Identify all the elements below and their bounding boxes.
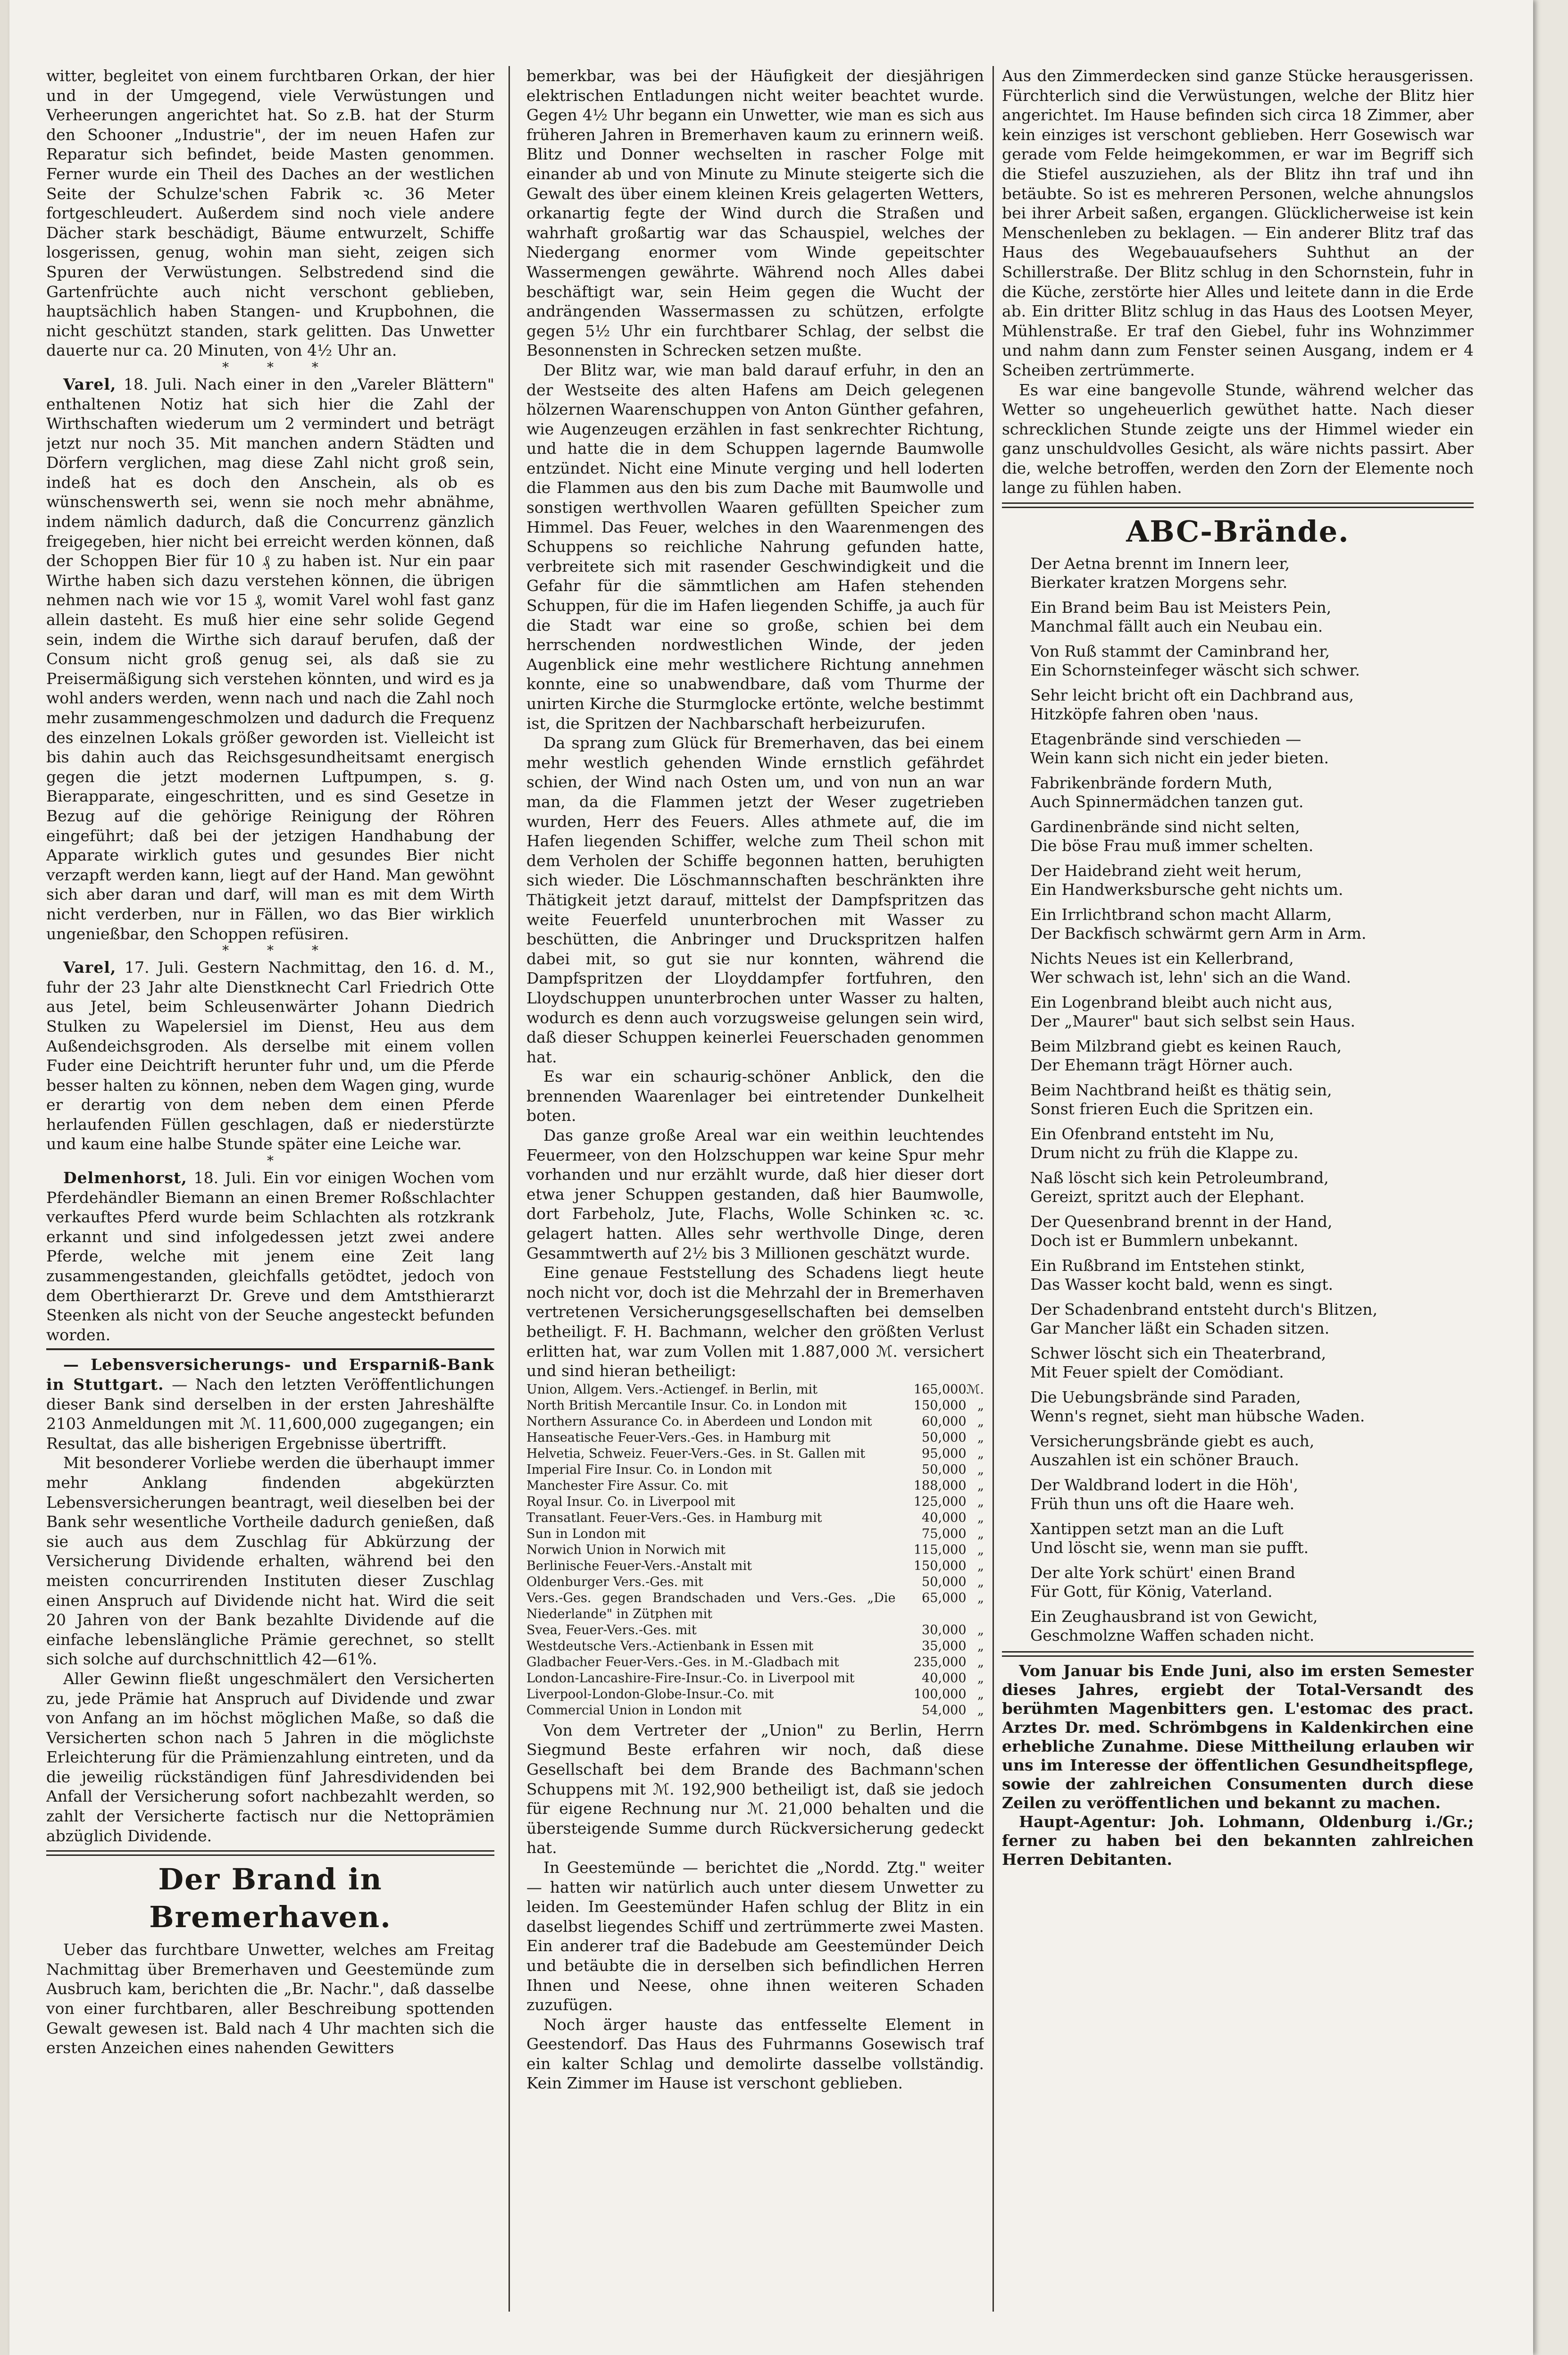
insurer-amount: 235,000 [913, 1654, 967, 1670]
brand-paragraph-4: Es war ein schaurig-schöner Anblick, den die brennenden Waarenlager bei eintretender Dunkelheit boten. [526, 1067, 984, 1125]
poem-stanza [1002, 1476, 1474, 1513]
insurer-row [526, 1590, 984, 1622]
poem-line: Wenn's regnet, sieht man hübsche Waden. [1030, 1407, 1365, 1426]
separator-stars: * * * [222, 359, 335, 375]
insurer-amount: 35,000 [922, 1638, 967, 1654]
varel-article-2 [46, 958, 494, 1154]
poem-stanza [1002, 1607, 1474, 1645]
insurer-amount: 30,000 [922, 1622, 967, 1637]
insurer-unit: „ [977, 1414, 984, 1429]
brand-paragraph-3: Da sprang zum Glück für Bremerhaven, das bei einem mehr westlich gehenden Winde ernstlich gefährdet schien, der Wind nach Osten um, und von nun an war man, da die Flammen jetzt der Weser zugetrieben wurden, Herr des Feuers. Alles athmete auf, die im Hafen liegenden Schiffer, welche zum Theil schon mit dem Verholen der Schiffe begonnen hatten, beruhigten sich wieder. Die Löschmannschaften beschränkten ihre Thätigkeit jetzt darauf, mittelst der Dampfspritzen das weite Feuerfeld ununterbrochen mit Wasser zu beschütten, die Anbringer und Druckspritzen halfen dabei mit, so gut sie nur konnten, während die Dampfspritzen der Lloyddampfer fortfuhren, den Lloydschuppen ununterbrochen unter Wasser zu halten, wodurch es denn auch vorzugsweise gelungen sein wird, daß dieser Schuppen keinerlei Feuerschaden genommen hat. [526, 734, 984, 1066]
poem-line: Ein Brand beim Bau ist Meisters Pein, [1030, 598, 1332, 617]
insurer-row [526, 1638, 984, 1654]
insurer-row [526, 1478, 984, 1494]
abc-brande-title: ABC-Brände. [1126, 514, 1350, 549]
page-edge [0, 0, 9, 2355]
insurer-name: Svea, Feuer-Vers.-Ges. mit [526, 1622, 697, 1637]
insurer-amount: 60,000 [922, 1414, 967, 1429]
poem-line: Etagenbrände sind verschieden — [1030, 730, 1301, 749]
insurer-amount: 50,000 [922, 1430, 967, 1445]
brand-paragraph-6: Eine genaue Feststellung des Schadens liegt heute noch nicht vor, doch ist die Mehrzahl der in Bremerhaven vertretenen Versicherungsgesellschaften bei demselben betheiligt. F. H. Bachmann, welcher den größten Verlust erlitten hat, war zum Vollen mit 1.887,000 ℳ. versichert und sind hieran betheiligt: [526, 1263, 984, 1380]
insurer-row [526, 1414, 984, 1430]
poem-line: Der Haidebrand zieht weit herum, [1030, 861, 1302, 880]
poem-stanza [1002, 949, 1474, 987]
poem-line: Hitzköpfe fahren oben 'naus. [1030, 705, 1259, 724]
poem-stanza [1002, 598, 1474, 636]
insurer-row [526, 1462, 984, 1478]
insurer-unit: „ [977, 1703, 984, 1718]
poem-stanza [1002, 642, 1474, 680]
poem-line: Wein kann sich nicht ein jeder bieten. [1030, 749, 1329, 768]
ad-paragraph: Vom Januar bis Ende Juni, also im ersten Semester dieses Jahres, ergiebt der Total-Versandt des berühmten Magenbitters gen. L'estomac des pract. Arztes Dr. med. Schrömbgens in Kaldenkirchen eine erhebliche Zunahme. Diese Mittheilung erlauben wir uns im Interesse der öffentlichen Gesundheitspflege, sowie der zahlreichen Consumenten durch diese Zeilen zu veröffentlichen und bekannt zu machen. [1002, 1662, 1474, 1812]
insurer-amount: 65,000 [922, 1590, 967, 1605]
poem-line: Die böse Frau muß immer schelten. [1030, 836, 1314, 855]
insurer-name: Oldenburger Vers.-Ges. mit [526, 1574, 703, 1589]
insurer-unit: „ [977, 1622, 984, 1637]
insurer-unit: „ [977, 1494, 984, 1509]
poem-line: Ein Handwerksbursche geht nichts um. [1030, 880, 1343, 899]
insurer-amount: 75,000 [922, 1526, 967, 1541]
insurer-name: Vers.-Ges. gegen Brandschaden und Vers.-Ges. „Die Niederlande" in Zütphen mit [526, 1590, 896, 1621]
poem-line: Gardinenbrände sind nicht selten, [1030, 818, 1300, 836]
poem-line: Nichts Neues ist ein Kellerbrand, [1030, 949, 1294, 968]
insurer-row [526, 1687, 984, 1703]
poem-stanza [1002, 1256, 1474, 1294]
column-1 [46, 66, 494, 2321]
poem-line: Auszahlen ist ein schöner Brauch. [1030, 1451, 1299, 1470]
poem-stanza [1002, 730, 1474, 768]
insurer-row [526, 1382, 984, 1398]
insurers-table [526, 1382, 984, 1719]
article-body: 18. Juli. Nach einer in den „Vareler Blättern" enthaltenen Notiz hat sich hier die Zahl der Wirthschaften wiederum um 2 vermindert und beträgt jetzt nur noch 35. Mit manchen andern Städten und Dörfern verglichen, mag diese Zahl nicht groß sein, indeß hat es doch den Anschein, als ob es wünschenswerth sei, wenn sie noch mehr abnähme, indem nämlich dadurch, daß die Concurrenz gänzlich freigegeben, hier nicht bei erreicht werden können, daß der Schoppen Bier für 10 ₰ zu haben ist. Nur ein paar Wirthe haben sich dazu verstehen können, die übrigen nehmen nach wie vor 15 ₰, womit Varel wohl fast ganz allein dasteht. Es muß hier eine sehr solide Gegend sein, indem die Wirthe sich darauf berufen, daß der Consum nicht groß genug sei, als daß sie zu Preisermäßigung sich verstehen könnten, und wird es ja wohl anders werden, wenn nach und nach die Zahl noch mehr zusammengeschmolzen und dadurch die Frequenz des einzelnen Lokals größer geworden ist. Vielleicht ist bis dahin auch das Reichsgesundheitsamt energisch gegen die jetzt modernen Luftpumpen, s. g. Bierapparate, eingeschritten, und es sind Gesetze in Bezug auf die gehörige Reinigung der Röhren eingeführt; daß bei der jetzigen Handhabung der Apparate wirklich gutes und gesundes Bier nicht verzapft werden kann, liegt auf der Hand. Man gewöhnt sich aber daran und darf, will man es mit dem Wirth nicht verderben, nur in Fällen, wo das Bier wirklich ungenießbar, den Schoppen refüsiren. [46, 375, 494, 943]
brand-paragraph-continued: Aus den Zimmerdecken sind ganze Stücke herausgerissen. Fürchterlich sind die Verwüstungen, welche der Blitz hier angerichtet. Im Hause befinden sich circa 18 Zimmer, aber kein einziges ist verschont geblieben. Herr Gosewisch war gerade vom Felde heimgekommen, er war im Begriff sich die Stiefel auszuziehen, als der Blitz ihn traf und ihn betäubte. So ist es mehreren Personen, welche ahnungslos bei ihrer Arbeit saßen, ergangen. Glücklicherweise ist kein Menschenleben zu beklagen. — Ein anderer Blitz traf das Haus des Wegebauaufsehers Suhthut an der Schillerstraße. Der Blitz schlug in den Schornstein, fuhr in die Küche, zerstörte hier Alles und leitete dann in die Erde ab. Ein dritter Blitz schlug in das Haus des Lootsen Meyer, Mühlenstraße. Er traf den Giebel, fuhr ins Wohnzimmer und nahm dann zum Fenster seinen Ausgang, indem er 4 Scheiben zertrümmerte. [1002, 67, 1474, 379]
delmenhorst-article [46, 1168, 494, 1345]
column-rule [993, 66, 994, 2312]
insurer-row [526, 1398, 984, 1414]
poem-stanza [1002, 686, 1474, 724]
brand-paragraph-2: Der Blitz war, wie man bald darauf erfuhr, in den an der Westseite des alten Hafens am Deich gelegenen hölzernen Waarenschuppen von Anton Günther gefahren, wie Augenzeugen erzählen in fast senkrechter Richtung, und hatte die in dem Schuppen lagernde Baumwolle entzündet. Nicht eine Minute verging und hell loderten die Flammen aus den bis zum Dache mit Baumwolle und sonstigen werthvollen Waaren gefüllten Speicher zum Himmel. Das Feuer, welches in den Waarenmengen des Schuppens so reichliche Nahrung gefunden hatte, verbreitete sich mit rasender Geschwindigkeit und die Gefahr für die sämmtlichen am Hafen stehenden Schuppen, für die im Hafen liegenden Schiffe, ja auch für die Stadt war eine so große, schien bei dem herrschenden nordwestlichen Winde, der jeden Augenblick eine mehr westlichere Richtung annehmen konnte, eine so unabwendbare, daß vom Thurme der unirten Kirche die Sturmglocke ertönte, welche bestimmt ist, die Spritzen der Nachbarschaft herbeizurufen. [526, 360, 984, 733]
poem-line: Ein Ofenbrand entsteht im Nu, [1030, 1125, 1275, 1144]
poem-stanza [1002, 1344, 1474, 1382]
insurer-name: Sun in London mit [526, 1526, 646, 1541]
brand-closing-paragraph: Es war eine bangevolle Stunde, während welcher das Wetter so ungeheuerlich gewüthet hatte. Nach dieser schrecklichen Stunde zeigte uns der Himmel wieder ein ganz unschuldvolles Gesicht, als wäre nichts passirt. Aber die, welche betroffen, werden den Zorn der Elemente noch lange zu fühlen haben. [1002, 380, 1474, 497]
poem-line: Das Wasser kocht bald, wenn es singt. [1030, 1275, 1334, 1294]
dateline: Varel, [63, 375, 117, 393]
poem-line: Gereizt, spritzt auch der Elephant. [1030, 1187, 1305, 1206]
insurer-amount: 150,000 [913, 1558, 967, 1573]
bank-article [46, 1355, 494, 1453]
poem-line: Bierkater kratzen Morgens sehr. [1030, 573, 1288, 592]
insurer-amount: 165,000 [913, 1382, 967, 1397]
poem-line: Geschmolzne Waffen schaden nicht. [1030, 1626, 1315, 1645]
insurer-unit: „ [977, 1638, 984, 1654]
separator-stars: * [267, 1153, 291, 1169]
poem-line: Auch Spinnermädchen tanzen gut. [1030, 793, 1304, 811]
dateline: Varel, [63, 958, 117, 977]
poem-stanza [1002, 905, 1474, 943]
insurer-name: Hanseatische Feuer-Vers.-Ges. in Hamburg mit [526, 1430, 831, 1445]
bank-heading: — Lebensversicherungs- und Ersparniß-Bank in Stuttgart. [46, 1355, 494, 1394]
insurer-row [526, 1574, 984, 1590]
insurer-unit: „ [977, 1478, 984, 1493]
insurer-name: Commercial Union in London mit [526, 1703, 742, 1718]
dateline: Delmenhorst, [63, 1169, 187, 1187]
poem-line: Früh thun uns oft die Haare weh. [1030, 1495, 1295, 1513]
insurer-unit: „ [977, 1430, 984, 1445]
brand-paragraph-9: Noch ärger hauste das entfesselte Element in Geestendorf. Das Haus des Fuhrmanns Gosewisch traf ein kalter Schlag und demolirte dasselbe vollständig. Kein Zimmer im Hause ist verschont geblieben. [526, 2015, 984, 2093]
poem-stanza [1002, 1432, 1474, 1470]
insurer-unit: „ [977, 1542, 984, 1557]
poem-stanza [1002, 554, 1474, 592]
poem-line: Der Aetna brennt im Innern leer, [1030, 554, 1290, 573]
insurer-unit: „ [977, 1687, 984, 1702]
insurer-amount: 95,000 [922, 1446, 967, 1461]
poem-stanza [1002, 1563, 1474, 1601]
poem-stanza [1002, 861, 1474, 899]
insurer-row [526, 1430, 984, 1446]
article-body: 17. Juli. Gestern Nachmittag, den 16. d. M., fuhr der 23 Jahr alte Dienstknecht Carl Friedrich Otte aus Jetel, beim Schleusenwärter Johann Diedrich Stulken zu Wapelersiel im Dienst, Heu aus dem Außendeichsgroden. Als derselbe mit einem vollen Fuder eine Deichtrift herunter fuhr und, um die Pferde besser halten zu können, neben dem Wagen ging, wurde er derartig von dem neben dem einen Pferde herlaufenden Füllen geschlagen, daß er niederstürzte und kaum eine halbe Stunde später eine Leiche war. [46, 958, 494, 1153]
brand-paragraph-1: Ueber das furchtbare Unwetter, welches am Freitag Nachmittag über Bremerhaven und Geestemünde zum Ausbruch kam, berichten die „Br. Nachr.", daß dasselbe von einer furchtbaren, aller Beschreibung spottenden Gewalt gewesen ist. Bald nach 4 Uhr machten sich die ersten Anzeichen eines nahenden Gewitters [46, 1940, 494, 2057]
poem-line: Der Backfisch schwärmt gern Arm in Arm. [1030, 924, 1367, 943]
poem-line: Sonst frieren Euch die Spritzen ein. [1030, 1100, 1314, 1119]
brand-paragraph-5: Das ganze große Areal war ein weithin leuchtendes Feuermeer, von den Holzschuppen war keine Spur mehr vorhanden und nur erzählt wurde, daß hier dieser dort etwa jener Schuppen gestanden, daß hier Baumwolle, dort Farbeholz, Jute, Flachs, Wolle Schinken ꝛc. ꝛc. gelagert hatten. Alles sehr werthvolle Dinge, deren Gesammtwerth auf 2½ bis 3 Millionen geschätzt wurde. [526, 1126, 984, 1262]
abc-poem [1002, 554, 1474, 1645]
advertisement-lestomac [1002, 1662, 1474, 1869]
insurer-row [526, 1494, 984, 1510]
insurer-name: Northern Assurance Co. in Aberdeen und London mit [526, 1414, 872, 1429]
poem-stanza [1002, 1169, 1474, 1206]
insurer-name: Manchester Fire Assur. Co. mit [526, 1478, 728, 1493]
poem-line: Für Gott, für König, Vaterland. [1030, 1582, 1273, 1601]
insurer-name: Berlinische Feuer-Vers.-Anstalt mit [526, 1558, 752, 1573]
poem-stanza [1002, 1037, 1474, 1075]
insurer-row [526, 1510, 984, 1526]
insurer-amount: 115,000 [913, 1542, 967, 1557]
poem-stanza [1002, 1300, 1474, 1338]
poem-line: Ein Rußbrand im Entstehen stinkt, [1030, 1256, 1305, 1275]
varel-article-1 [46, 375, 494, 944]
poem-line: Gar Mancher läßt ein Schaden sitzen. [1030, 1319, 1330, 1338]
poem-line: Der Schadenbrand entsteht durch's Blitzen, [1030, 1300, 1378, 1319]
poem-stanza [1002, 818, 1474, 855]
newspaper-page [9, 0, 1533, 2355]
poem-stanza [1002, 774, 1474, 811]
poem-line: Mit Feuer spielt der Comödiant. [1030, 1363, 1284, 1382]
poem-stanza [1002, 993, 1474, 1031]
column-2 [526, 66, 984, 2321]
brand-paragraph-7: Von dem Vertreter der „Union" zu Berlin, Herrn Siegmund Beste erfahren wir noch, daß diese Gesellschaft bei dem Brande des Bachmann'schen Schuppens mit ℳ. 192,900 betheiligt ist, daß sie jedoch für eigene Rechnung nur ℳ. 21,000 behalten und die übersteigende Summe durch Rückversicherung gedeckt hat. [526, 1720, 984, 1857]
insurer-unit: „ [977, 1590, 984, 1605]
poem-line: Naß löscht sich kein Petroleumbrand, [1030, 1169, 1329, 1187]
poem-line: Versicherungsbrände giebt es auch, [1030, 1432, 1315, 1451]
section-divider [1002, 502, 1474, 508]
poem-line: Fabrikenbrände fordern Muth, [1030, 774, 1273, 793]
storm-report-paragraph: witter, begleitet von einem furchtbaren Orkan, der hier und in der Umgegend, viele Verwüstungen und Verheerungen angerichtet hat. So z.B. hat der Sturm den Schooner „Industrie", der im neuen Hafen zur Reparatur sich befindet, beide Masten genommen. Ferner wurde ein Theil des Daches an der westlichen Seite der Schulze'schen Fabrik ꝛc. 36 Meter fortgeschleudert. Außerdem sind noch viele andere Dächer stark beschädigt, Bäume entwurzelt, Schiffe losgerissen, genug, wohin man sieht, zeigen sich Spuren der Verwüstungen. Selbstredend sind die Gartenfrüchte auch nicht verschont geblieben, hauptsächlich haben Stangen- und Krupbohnen, die nicht geschützt standen, stark gelitten. Das Unwetter dauerte nur ca. 20 Minuten, von 4½ Uhr an. [46, 67, 494, 360]
insurer-amount: 150,000 [913, 1398, 967, 1413]
poem-line: Ein Logenbrand bleibt auch nicht aus, [1030, 993, 1333, 1012]
insurer-unit: „ [977, 1526, 984, 1541]
poem-line: Ein Schornsteinfeger wäscht sich schwer. [1030, 661, 1360, 680]
insurer-name: North British Mercantile Insur. Co. in London mit [526, 1398, 847, 1413]
insurer-amount: 54,000 [922, 1703, 967, 1718]
article-body: 18. Juli. Ein vor einigen Wochen vom Pferdehändler Biemann an einen Bremer Roßschlachter verkauftes Pferd wurde beim Schlachten als rotzkrank erkannt und sind infolgedessen jetzt zwei andere Pferde, welche mit jenem eine Zeit lang zusammengestanden, gleichfalls getödtet, jedoch von dem Oberthierarzt Dr. Greve und dem Amtsthierarzt Steenken als nicht von der Seuche angesteckt befunden worden. [46, 1169, 494, 1344]
insurer-name: Royal Insur. Co. in Liverpool mit [526, 1494, 735, 1509]
poem-line: Und löscht sie, wenn man sie pufft. [1030, 1538, 1309, 1557]
insurer-name: Helvetia, Schweiz. Feuer-Vers.-Ges. in St. Gallen mit [526, 1446, 866, 1461]
insurer-unit: „ [977, 1670, 984, 1686]
insurer-amount: 100,000 [913, 1687, 967, 1702]
insurer-amount: 40,000 [922, 1670, 967, 1686]
insurer-amount: 188,000 [913, 1478, 967, 1493]
insurer-row [526, 1703, 984, 1719]
poem-line: Manchmal fällt auch ein Neubau ein. [1030, 617, 1323, 636]
section-divider [46, 1850, 494, 1856]
poem-line: Ein Zeughausbrand ist von Gewicht, [1030, 1607, 1318, 1626]
poem-line: Der Quesenbrand brennt in der Hand, [1030, 1212, 1333, 1231]
insurer-name: Transatlant. Feuer-Vers.-Ges. in Hamburg mit [526, 1510, 822, 1525]
insurer-row [526, 1558, 984, 1574]
poem-stanza [1002, 1125, 1474, 1162]
insurer-unit: „ [977, 1398, 984, 1413]
column-3 [1002, 66, 1474, 2321]
poem-line: Sehr leicht bricht oft ein Dachbrand aus, [1030, 686, 1354, 705]
poem-line: Drum nicht zu früh die Klappe zu. [1030, 1144, 1299, 1162]
ad-agency: Haupt-Agentur: Joh. Lohmann, Oldenburg i./Gr.; ferner zu haben bei den bekannten zahlreichen Herren Debitanten. [1002, 1812, 1474, 1869]
article-body: — Nach den letzten Veröffentlichungen dieser Bank sind derselben in der ersten Jahreshälfte 2103 Anmeldungen mit ℳ. 11,600,000 zugegangen; ein Resultat, das alle bisherigen Ergebnisse übertrifft. [46, 1375, 494, 1453]
insurer-name: Union, Allgem. Vers.-Actiengef. in Berlin, mit [526, 1382, 818, 1397]
poem-stanza [1002, 1081, 1474, 1119]
poem-stanza [1002, 1388, 1474, 1426]
insurer-unit: „ [977, 1510, 984, 1525]
insurer-row [526, 1670, 984, 1687]
poem-line: Ein Irrlichtbrand schon macht Allarm, [1030, 905, 1332, 924]
section-divider [46, 1348, 494, 1350]
poem-line: Von Ruß stammt der Caminbrand her, [1030, 642, 1330, 661]
section-divider [1002, 1651, 1474, 1657]
poem-line: Beim Nachtbrand heißt es thätig sein, [1030, 1081, 1332, 1100]
insurer-unit: ℳ. [966, 1382, 984, 1397]
insurer-unit: „ [977, 1462, 984, 1477]
insurer-row [526, 1654, 984, 1670]
poem-stanza [1002, 1212, 1474, 1250]
poem-line: Die Uebungsbrände sind Paraden, [1030, 1388, 1301, 1407]
insurer-row [526, 1446, 984, 1462]
insurer-unit: „ [977, 1446, 984, 1461]
insurer-amount: 50,000 [922, 1574, 967, 1589]
insurer-row [526, 1526, 984, 1542]
insurer-name: Gladbacher Feuer-Vers.-Ges. in M.-Gladbach mit [526, 1654, 839, 1670]
poem-stanza [1002, 1520, 1474, 1557]
insurer-row [526, 1622, 984, 1638]
brand-bremerhaven-title: Der Brand in Bremerhaven. [149, 1862, 392, 1935]
poem-line: Doch ist er Bummlern unbekannt. [1030, 1231, 1299, 1250]
poem-line: Schwer löscht sich ein Theaterbrand, [1030, 1344, 1326, 1363]
poem-line: Beim Milzbrand giebt es keinen Rauch, [1030, 1037, 1342, 1056]
insurer-unit: „ [977, 1654, 984, 1670]
column-rule [509, 66, 510, 2312]
separator-stars: * * * [222, 943, 335, 959]
insurer-amount: 40,000 [922, 1510, 967, 1525]
insurer-row [526, 1542, 984, 1558]
poem-line: Der alte York schürt' einen Brand [1030, 1563, 1296, 1582]
insurer-unit: „ [977, 1574, 984, 1589]
insurer-amount: 125,000 [913, 1494, 967, 1509]
insurer-name: Westdeutsche Vers.-Actienbank in Essen mit [526, 1638, 814, 1654]
insurer-name: London-Lancashire-Fire-Insur.-Co. in Liverpool mit [526, 1670, 855, 1686]
poem-line: Der Ehemann trägt Hörner auch. [1030, 1056, 1293, 1075]
poem-line: Xantippen setzt man an die Luft [1030, 1520, 1284, 1538]
poem-line: Wer schwach ist, lehn' sich an die Wand. [1030, 968, 1351, 987]
insurer-name: Norwich Union in Norwich mit [526, 1542, 726, 1557]
insurer-name: Liverpool-London-Globe-Insur.-Co. mit [526, 1687, 774, 1702]
insurer-unit: „ [977, 1558, 984, 1573]
bank-paragraph-3: Aller Gewinn fließt ungeschmälert den Versicherten zu, jede Prämie hat Anspruch auf Dividende und zwar von Anfang an im höchst möglichen Maße, so daß die Versicherten schon nach 5 Jahren in die möglichste Erleichterung für die Prämienzahlung eintreten, und da die jeweilig rückständigen fünf Jahresdividenden bei Anfall der Versicherung sofort nachbezahlt werden, so zahlt der Versicherte factisch nur die Nettoprämien abzüglich Dividende. [46, 1669, 494, 1845]
poem-line: Der Waldbrand lodert in die Höh', [1030, 1476, 1299, 1495]
brand-paragraph-8: In Geestemünde — berichtet die „Nordd. Ztg." weiter — hatten wir natürlich auch unter diesem Unwetter zu leiden. Im Geestemünder Hafen schlug der Blitz in ein daselbst liegendes Schiff und zertrümmerte zwei Masten. Ein anderer traf die Badebude am Geestemünder Deich und betäubte die in derselben sich befindlichen Herren Ihnen und Neese, ohne ihnen weiteren Schaden zuzufügen. [526, 1858, 984, 2014]
brand-paragraph-continued: bemerkbar, was bei der Häufigkeit der diesjährigen elektrischen Entladungen nicht weiter beachtet wurde. Gegen 4½ Uhr begann ein Unwetter, wie man es sich aus früheren Jahren in Bremerhaven kaum zu erinnern weiß. Blitz und Donner wechselten in rascher Folge mit einander ab und von Minute zu Minute steigerte sich die Gewalt des über einem kleinen Kreis gelagerten Wetters, orkanartig fegte der Wind durch die Straßen und wahrhaft großartig war das Schauspiel, welches der Niedergang enormer vom Winde gepeitschter Wassermengen gewährte. Während noch Alles dabei beschäftigt war, sein Heim gegen die Wucht der andrängenden Wassermassen zu schützen, erfolgte gegen 5½ Uhr ein furchtbarer Schlag, der selbst die Besonnensten in Schrecken setzen mußte. [526, 67, 984, 360]
insurer-amount: 50,000 [922, 1462, 967, 1477]
poem-line: Der „Maurer" baut sich selbst sein Haus. [1030, 1012, 1356, 1031]
bank-paragraph-2: Mit besonderer Vorliebe werden die überhaupt immer mehr Anklang findenden abgekürzten Lebensversicherungen beantragt, weil dieselben bei der Bank sehr wesentliche Vortheile dadurch genießen, daß sie auch aus dem Zuschlag für Abkürzung der Versicherung Dividende erhalten, während bei den meisten concurrirenden Instituten dieser Zuschlag einen Anspruch auf Dividende nicht hat. Wird die seit 20 Jahren von der Bank bezahlte Dividende auf die einfache lebenslängliche Prämie gerechnet, so stellt sich solche auf durchschnittlich 42—61%. [46, 1453, 494, 1669]
insurer-name: Imperial Fire Insur. Co. in London mit [526, 1462, 772, 1477]
